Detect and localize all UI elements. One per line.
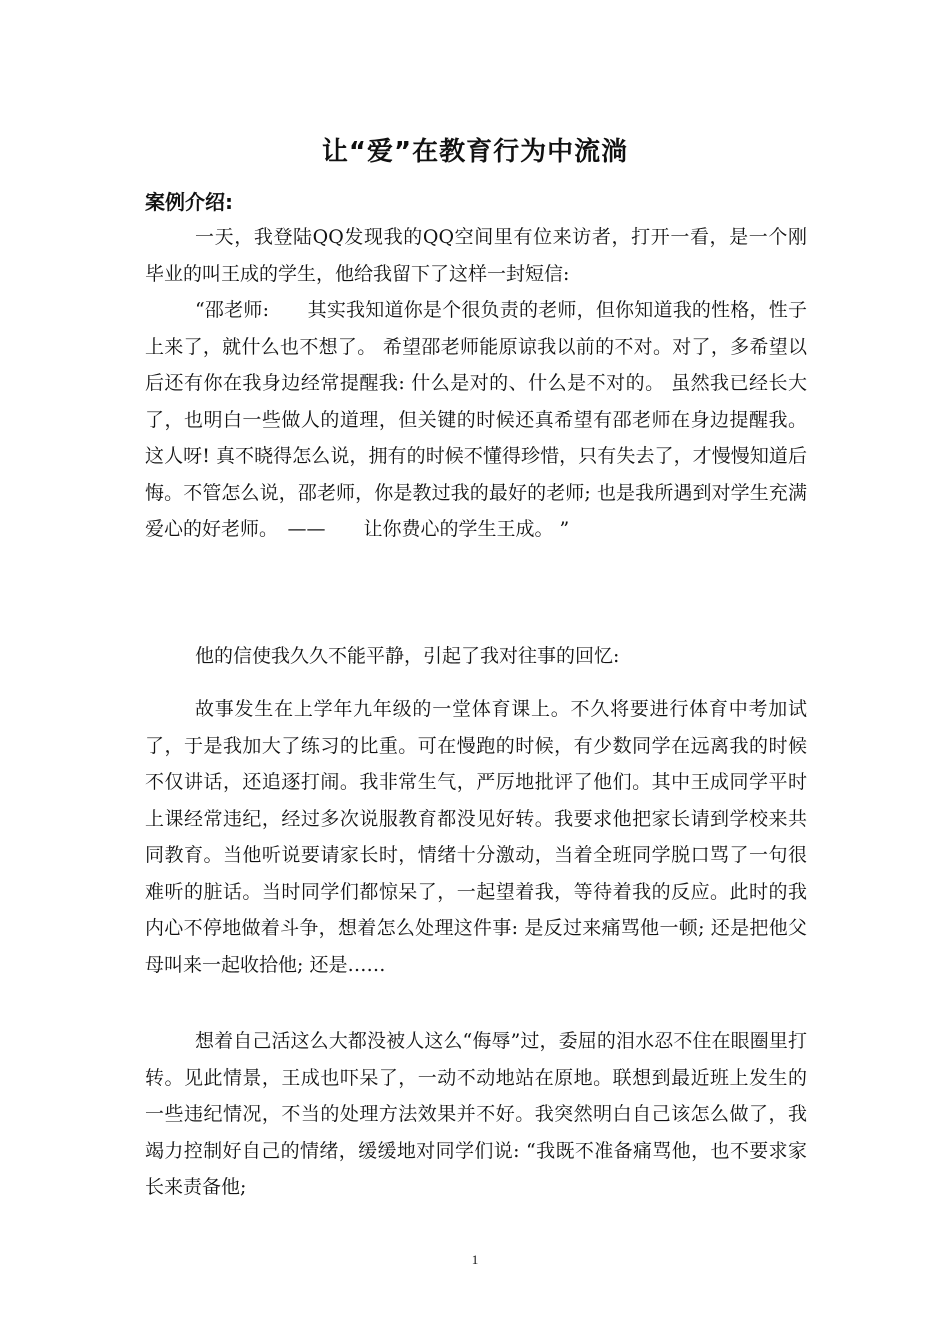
- page-title: 让“爱”在教育行为中流淌: [321, 137, 629, 167]
- paragraph-intro: 一天，我登陆QQ发现我的QQ空间里有位来访者，打开一看，是一个刚毕业的叫王成的学生，他给我留下了这样一封短信:: [145, 226, 807, 285]
- paragraph-recollection: 他的信使我久久不能平静，引起了我对往事的回忆:: [195, 645, 620, 667]
- paragraph-letter: “邵老师: 其实我知道你是个很负责的老师，但你知道我的性格，性子上来了，就什么也不想了。 希望邵老师能原谅我以前的不对。对了，多希望以后还有你在我身边经常提醒我: 什么是对的、什么是不对的。 虽然我已经长大了，也明白一些做人的道理，但关键的时候还真希望有邵老师在身边提醒我。 这人呀! 真不晓得怎么说，拥有的时候不懂得珍惜，只有失去了，才慢慢知道后悔。不管怎么说，邵老师，你是教过我的最好的老师; 也是我所遇到对学生充满爱心的好老师。 —— 让你费心的学生王成。 ”: [145, 299, 807, 540]
- paragraph-reflection: 想着自己活这么大都没被人这么“侮辱”过，委屈的泪水忍不住在眼圈里打转。见此情景，王成也吓呆了，一动不动地站在原地。联想到最近班上发生的一些违纪情况，不当的处理方法效果并不好。我突然明白自己该怎么做了，我竭力控制好自己的情绪，缓缓地对同学们说: “我既不准备痛骂他，也不要求家长来责备他;: [145, 1030, 807, 1198]
- paragraph-story: 故事发生在上学年九年级的一堂体育课上。不久将要进行体育中考加试了，于是我加大了练习的比重。可在慢跑的时候，有少数同学在远离我的时候不仅讲话，还追逐打闹。我非常生气，严厉地批评了他们。其中王成同学平时上课经常违纪，经过多次说服教育都没见好转。我要求他把家长请到学校来共同教育。当他听说要请家长时，情绪十分激动，当着全班同学脱口骂了一句很难听的脏话。当时同学们都惊呆了，一起望着我，等待着我的反应。此时的我内心不停地做着斗争，想着怎么处理这件事: 是反过来痛骂他一顿; 还是把他父母叫来一起收拾他; 还是……: [145, 698, 807, 976]
- page-number: 1: [471, 1252, 479, 1267]
- section-heading: 案例介绍:: [145, 190, 233, 214]
